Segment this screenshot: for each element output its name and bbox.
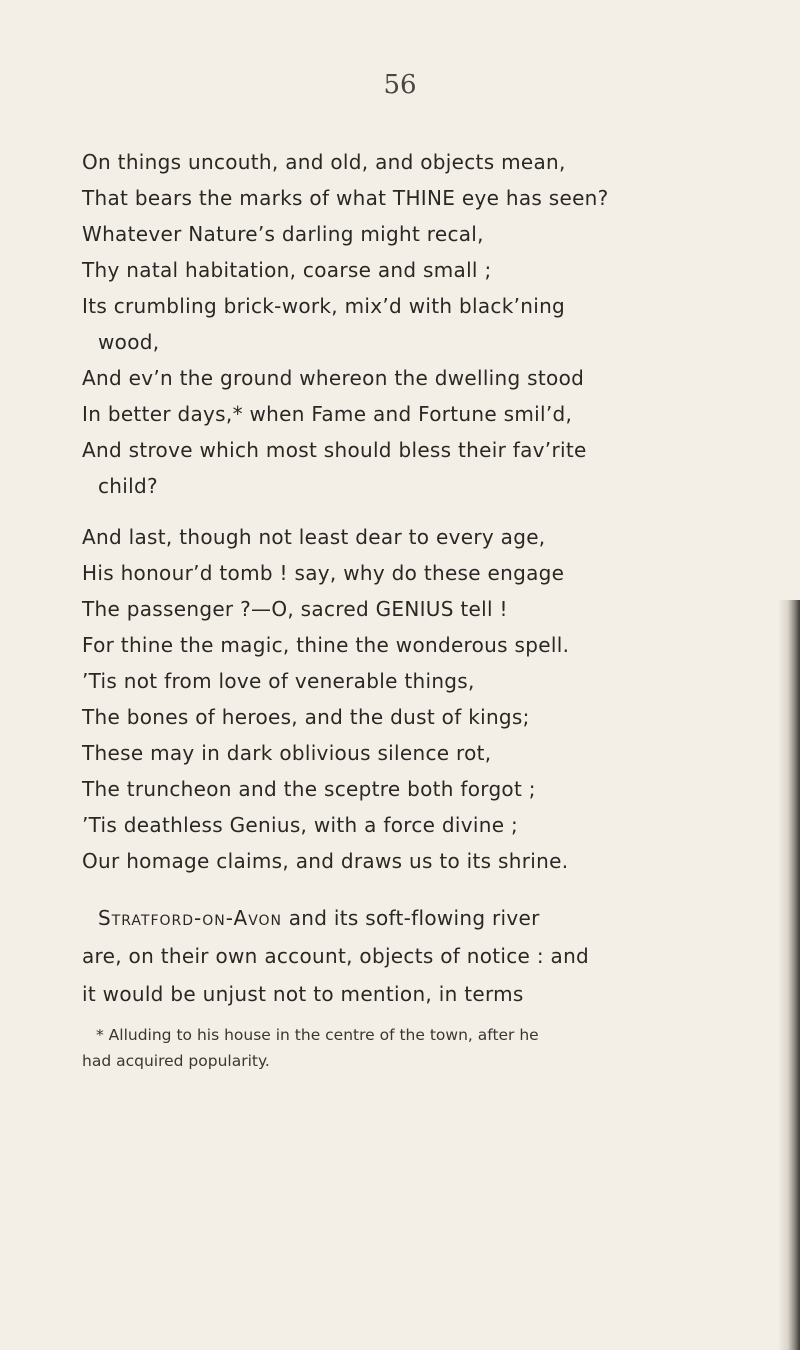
verse-line: In better days,* when Fame and Fortune smil’d, xyxy=(82,402,573,426)
verse-line: The truncheon and the sceptre both forgot ; xyxy=(82,777,536,801)
verse-line: child? xyxy=(98,474,158,498)
prose-line xyxy=(98,906,540,930)
verse-line: The passenger ?—O, sacred GENIUS tell ! xyxy=(82,597,508,621)
page-number: 56 xyxy=(383,70,417,100)
footnote-line: * Alluding to his house in the centre of the town, after he xyxy=(96,1026,539,1044)
verse-line: The bones of heroes, and the dust of kings; xyxy=(82,705,530,729)
verse-line: For thine the magic, thine the wonderous spell. xyxy=(82,633,570,657)
verse-line: And ev’n the ground whereon the dwelling stood xyxy=(82,366,585,390)
page-edge-shadow xyxy=(778,600,800,1350)
verse-line: Our homage claims, and draws us to its shrine. xyxy=(82,849,569,873)
verse-line: These may in dark oblivious silence rot, xyxy=(82,741,492,765)
place-name: Stratford-on-Avon xyxy=(98,906,283,930)
verse-line: His honour’d tomb ! say, why do these engage xyxy=(82,561,565,585)
prose-line: it would be unjust not to mention, in terms xyxy=(82,982,524,1006)
prose-line: are, on their own account, objects of notice : and xyxy=(82,944,590,968)
footnote-line: had acquired popularity. xyxy=(82,1052,270,1070)
verse-line: wood, xyxy=(98,330,160,354)
verse-line: Thy natal habitation, coarse and small ; xyxy=(82,258,492,282)
verse-line: And last, though not least dear to every age, xyxy=(82,525,546,549)
verse-line: Its crumbling brick-work, mix’d with black’ning xyxy=(82,294,566,318)
verse-line: And strove which most should bless their fav’rite xyxy=(82,438,587,462)
verse-line: ’Tis not from love of venerable things, xyxy=(82,669,475,693)
verse-line: ’Tis deathless Genius, with a force divine ; xyxy=(82,813,519,837)
verse-line: On things uncouth, and old, and objects mean, xyxy=(82,150,566,174)
verse-line: That bears the marks of what THINE eye has seen? xyxy=(82,186,609,210)
prose-text: and its soft-flowing river xyxy=(282,906,540,930)
verse-line: Whatever Nature’s darling might recal, xyxy=(82,222,484,246)
